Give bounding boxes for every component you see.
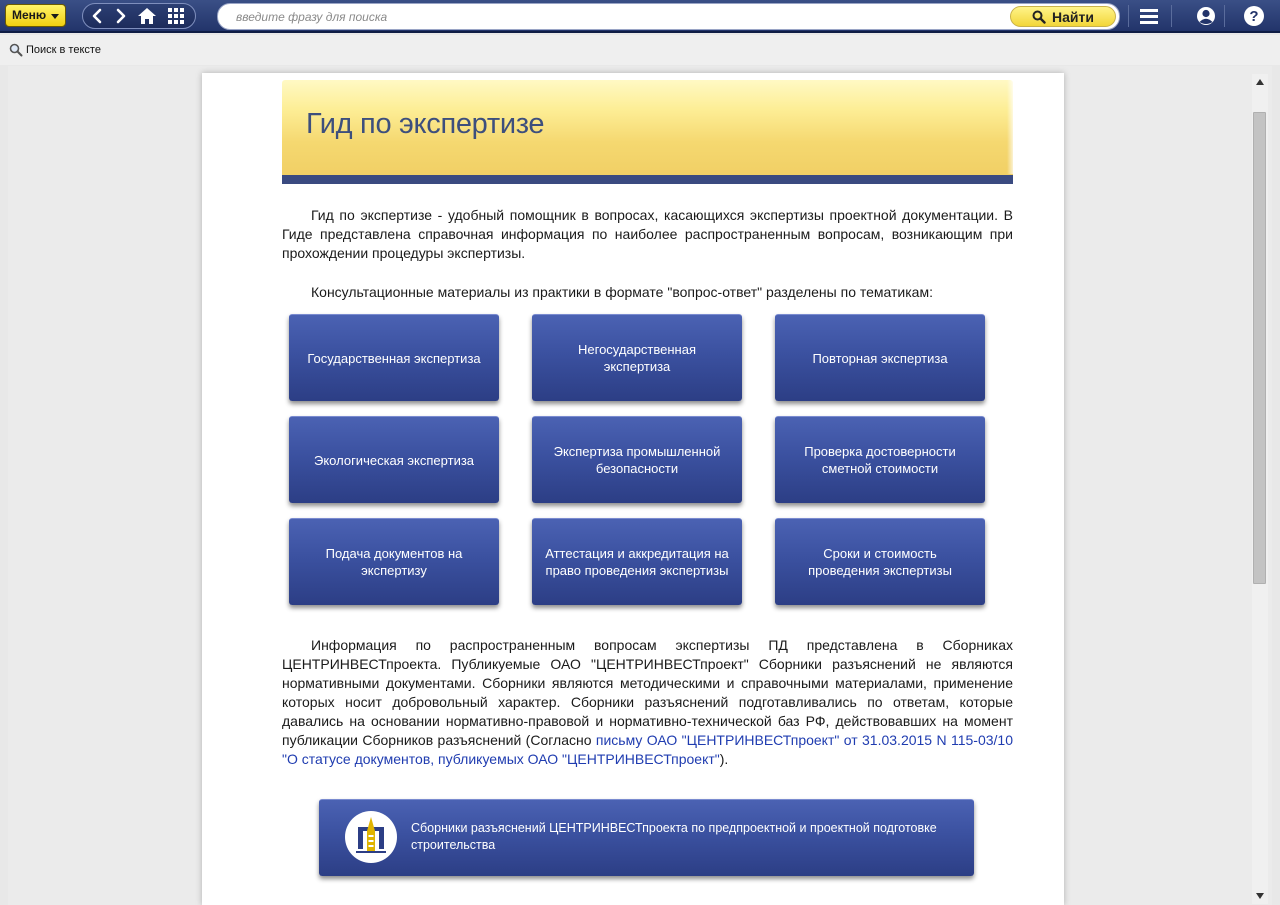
top-toolbar: [0, 0, 1280, 33]
tile-terms-and-cost[interactable]: Сроки и стоимость проведения экспертизы: [775, 518, 985, 605]
grid-icon[interactable]: [162, 4, 190, 28]
collections-button-label: Сборники разъяснений ЦЕНТРИНВЕСТпроекта по предпроектной и проектной подготовке строительства: [411, 821, 937, 852]
tile-ecological-expertise[interactable]: Экологическая экспертиза: [289, 416, 499, 503]
toolbar-divider: [1224, 5, 1225, 27]
topics-intro-paragraph: [282, 283, 1013, 302]
chevron-down-icon: [51, 14, 59, 19]
page-banner: [282, 80, 1013, 184]
tile-state-expertise[interactable]: Государственная экспертиза: [289, 314, 499, 401]
banner-stripe: [282, 175, 1013, 184]
navigation-group: [82, 3, 196, 29]
find-button-label: Найти: [1052, 8, 1094, 25]
search-box: [217, 3, 1120, 30]
menu-button[interactable]: [5, 4, 66, 27]
intro-text: Гид по экспертизе - удобный помощник в вопросах, касающихся экспертизы проектной документации. В Гиде представлена справочная информация по наиболее распространенным вопросам, возникающим при прохождении процедуры экспертизы.: [282, 207, 1013, 261]
vertical-scrollbar[interactable]: [1252, 74, 1268, 904]
back-icon[interactable]: [86, 4, 108, 28]
find-button[interactable]: [1010, 6, 1116, 27]
secondary-toolbar: [0, 35, 1280, 65]
topics-intro-text: Консультационные материалы из практики в формате "вопрос-ответ" разделены по тематикам:: [311, 284, 933, 300]
tile-document-submission[interactable]: Подача документов на экспертизу: [289, 518, 499, 605]
tile-attestation-accreditation[interactable]: Аттестация и аккредитация на право проведения экспертизы: [532, 518, 742, 605]
scroll-down-arrow-icon[interactable]: [1252, 888, 1268, 904]
document-page: [202, 73, 1064, 905]
find-in-text-label: Поиск в тексте: [26, 44, 101, 56]
search-icon: [1032, 10, 1046, 24]
home-icon[interactable]: [134, 4, 160, 28]
scroll-up-arrow-icon[interactable]: [1252, 74, 1268, 90]
tile-repeat-expertise[interactable]: Повторная экспертиза: [775, 314, 985, 401]
scrollbar-thumb[interactable]: [1253, 112, 1266, 584]
help-icon[interactable]: [1241, 4, 1267, 28]
toolbar-divider: [1171, 5, 1172, 27]
intro-paragraph: [282, 206, 1013, 263]
info-text: Информация по распространенным вопросам экспертизы ПД представлена в Сборниках ЦЕНТРИНВЕСТпроекта. Публикуемые ОАО "ЦЕНТРИНВЕСТпроект" Сборники разъяснений не являются нормативными документами. Сборники являются методическими и справочными материалами, применение которых носит добровольный характер. Сборники разъяснений подготавливались по ответам, которые давались на основании нормативно-правовой и нормативно-технической баз РФ, действовавших на момент публикации Сборников разъяснений (Согласно: [282, 637, 1013, 748]
tile-non-state-expertise[interactable]: Негосударственная экспертиза: [532, 314, 742, 401]
user-profile-icon[interactable]: [1193, 4, 1219, 28]
magnifier-icon: [9, 43, 23, 57]
svg-text:?: ?: [1249, 8, 1259, 25]
tile-industrial-safety-expertise[interactable]: Экспертиза промышленной безопасности: [532, 416, 742, 503]
status-letter-link[interactable]: письму ОАО "ЦЕНТРИНВЕСТпроект" от 31.03.2015 N 115-03/10 "О статусе документов, публикуемых ОАО "ЦЕНТРИНВЕСТпроект": [282, 732, 1013, 767]
collections-button[interactable]: [319, 799, 974, 876]
tile-estimate-verification[interactable]: Проверка достоверности сметной стоимости: [775, 416, 985, 503]
info-paragraph: [282, 636, 1013, 769]
centrinvest-logo-icon: [345, 811, 397, 863]
info-end: ).: [719, 751, 729, 767]
menu-button-label: Меню: [12, 8, 47, 22]
find-in-text-button[interactable]: [9, 43, 101, 57]
hamburger-menu-icon[interactable]: [1136, 4, 1162, 28]
search-input[interactable]: [234, 7, 998, 27]
page-title: Гид по экспертизе: [306, 108, 545, 140]
toolbar-divider: [1128, 5, 1129, 27]
forward-icon[interactable]: [110, 4, 132, 28]
